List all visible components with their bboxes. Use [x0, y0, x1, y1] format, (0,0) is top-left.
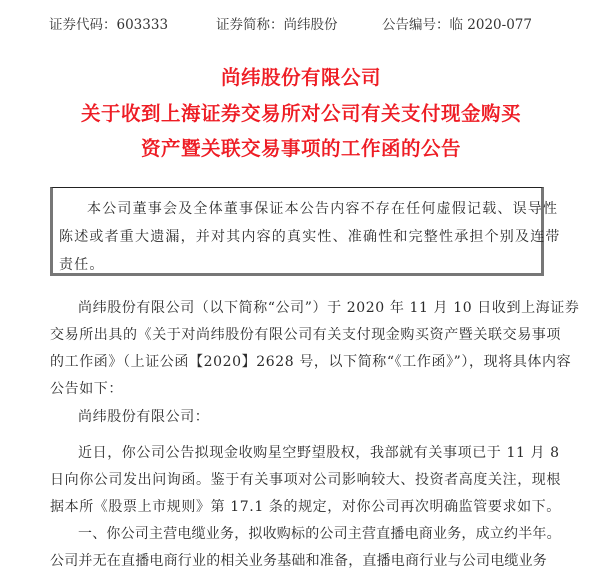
letter-paragraph [50, 440, 561, 521]
disclaimer-line: 本公司董事会及全体董事保证本公告内容不存在任何虚假记载、误导性 [87, 201, 559, 217]
disclaimer-text [59, 195, 561, 279]
announcement-title-line1: 关于收到上海证券交易所对公司有关支付现金购买 [80, 102, 521, 125]
paragraph-line: 日向你公司发出问询函。鉴于有关事项对公司影响较大、投资者高度关注，现根 [50, 472, 561, 488]
paragraph-line: 的工作函》（上证公函【2020】2628 号，以下简称“《工作函》”），现将具体内容 [50, 354, 572, 370]
disclaimer-line: 责任。 [59, 257, 105, 273]
document-header [0, 13, 602, 33]
intro-paragraph [50, 295, 580, 403]
paragraph-line: 据本所《股票上市规则》第 17.1 条的规定，对你公司再次明确监管要求如下。 [50, 499, 561, 515]
requirement-paragraph [50, 521, 602, 575]
paragraph-line: 一、你公司主营电缆业务，拟收购标的公司主营直播电商业务，成立约半年。 [78, 526, 561, 542]
stock-name: 证券简称：尚纬股份 [216, 17, 338, 33]
stock-code: 证券代码：603333 [49, 17, 169, 33]
disclaimer-line: 陈述或者重大遗漏，并对其内容的真实性、准确性和完整性承担个别及连带 [59, 229, 561, 245]
announcement-number: 公告编号：临 2020-077 [382, 17, 532, 33]
salutation [50, 404, 550, 431]
company-title: 尚纬股份有限公司 [220, 66, 381, 89]
disclaimer-box [50, 187, 561, 276]
paragraph-line: 交易所出具的《关于对尚纬股份有限公司有关支付现金购买资产暨关联交易事项 [50, 327, 561, 343]
salutation-text: 尚纬股份有限公司： [78, 409, 210, 425]
paragraph-line: 近日，你公司公告拟现金收购星空野望股权，我部就有关事项已于 11 月 8 [78, 445, 560, 461]
paragraph-line: 尚纬股份有限公司（以下简称“公司”）于 2020 年 11 月 10 日收到上海证券 [78, 300, 580, 316]
paragraph-line: 公司并无在直播电商行业的相关业务基础和准备，直播电商行业与公司电缆业务 [50, 553, 547, 569]
announcement-title-line2: 资产暨关联交易事项的工作函的公告 [140, 137, 461, 160]
paragraph-line: 公告如下： [50, 381, 123, 397]
